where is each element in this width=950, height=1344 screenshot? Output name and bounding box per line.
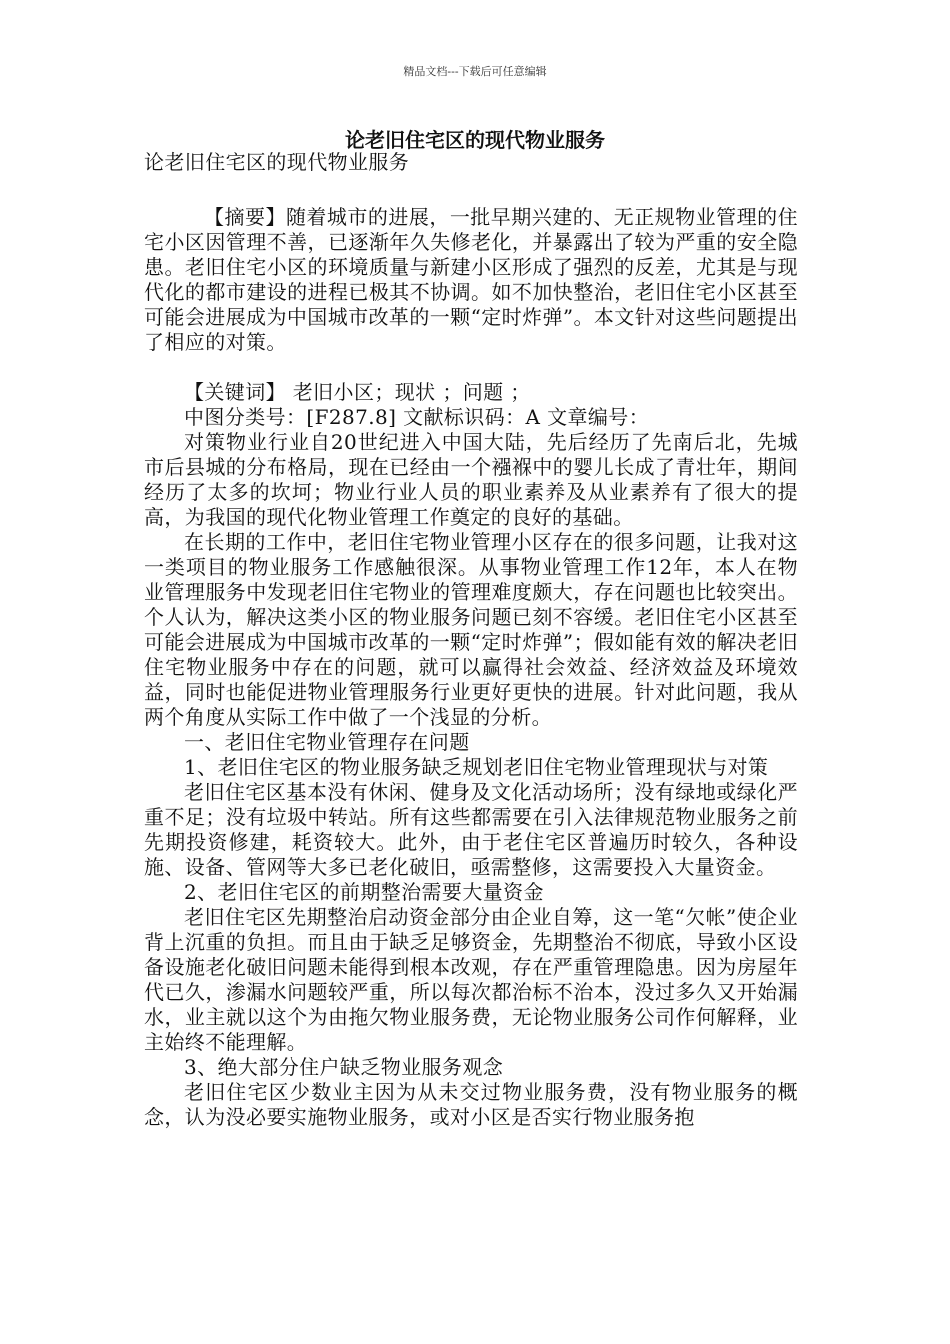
abstract-paragraph: 【摘要】随着城市的进展，一批早期兴建的、无正规物业管理的住宅小区因管理不善，已逐渐年久失修老化，并暴露出了较为严重的安全隐患。老旧住宅小区的环境质量与新建小区形成了强烈的反差，尤其是与现代化的都市建设的进程已极其不协调。如不加快整治，老旧住宅小区甚至可能会进展成为中国城市改革的一颗“定时炸弹”。本文针对这些问题提出了相应的对策。 [144, 205, 798, 354]
body-paragraph: 老旧住宅区先期整治启动资金部分由企业自筹，这一笔“欠帐”使企业背上沉重的负担。而且由于缺乏足够资金，先期整治不彻底，导致小区设备设施老化破旧问题未能得到根本改观，存在严重管理隐患。因为房屋年代已久，渗漏水问题较严重，所以每次都治标不治本，没过多久又开始漏水，业主就以这个为由拖欠物业服务费，无论物业服务公司作何解释，业主始终不能理解。 [144, 905, 798, 1054]
subsection-heading: 2、老旧住宅区的前期整治需要大量资金 [184, 880, 544, 904]
body-paragraph: 在长期的工作中，老旧住宅物业管理小区存在的很多问题，让我对这一类项目的物业服务工作感触很深。从事物业管理工作12年，本人在物业管理服务中发现老旧住宅物业的管理难度颇大，存在问题也比较突出。个人认为，解决这类小区的物业服务问题已刻不容缓。老旧住宅小区甚至可能会进展成为中国城市改革的一颗“定时炸弹”；假如能有效的解决老旧住宅物业服务中存在的问题，就可以赢得社会效益、经济效益及环境效益，同时也能促进物业管理服务行业更好更快的进展。针对此问题，我从两个角度从实际工作中做了一个浅显的分析。 [144, 530, 798, 729]
subsection-heading: 3、绝大部分住户缺乏物业服务观念 [184, 1055, 504, 1079]
body-paragraph: 对策物业行业自20世纪进入中国大陆，先后经历了先南后北，先城市后县城的分布格局，现在已经由一个襁褓中的婴儿长成了青壮年，期间经历了太多的坎坷；物业行业人员的职业素养及从业素养有了很大的提高，为我国的现代化物业管理工作奠定的良好的基础。 [144, 430, 798, 529]
document-subtitle: 论老旧住宅区的现代物业服务 [144, 150, 410, 174]
subsection-heading: 1、老旧住宅区的物业服务缺乏规划老旧住宅物业管理现状与对策 [184, 755, 769, 779]
body-paragraph: 老旧住宅区少数业主因为从未交过物业服务费，没有物业服务的概念，认为没必要实施物业服务，或对小区是否实行物业服务抱 [144, 1080, 798, 1129]
document-title: 论老旧住宅区的现代物业服务 [345, 128, 605, 152]
classification-line: 中图分类号：[F287.8] 文献标识码：A 文章编号： [184, 405, 650, 429]
document-body [144, 150, 798, 1130]
page-header-note: 精品文档---下载后可任意编辑 [403, 65, 547, 78]
keywords-line: 【关键词】 老旧小区；现状 ；问题 ； [184, 380, 531, 404]
section-heading: 一、老旧住宅物业管理存在问题 [184, 730, 470, 754]
body-paragraph: 老旧住宅区基本没有休闲、健身及文化活动场所；没有绿地或绿化严重不足；没有垃圾中转站。所有这些都需要在引入法律规范物业服务之前先期投资修建，耗资较大。此外，由于老住宅区普遍历时较久，各种设施、设备、管网等大多已老化破旧，亟需整修，这需要投入大量资金。 [144, 780, 798, 879]
